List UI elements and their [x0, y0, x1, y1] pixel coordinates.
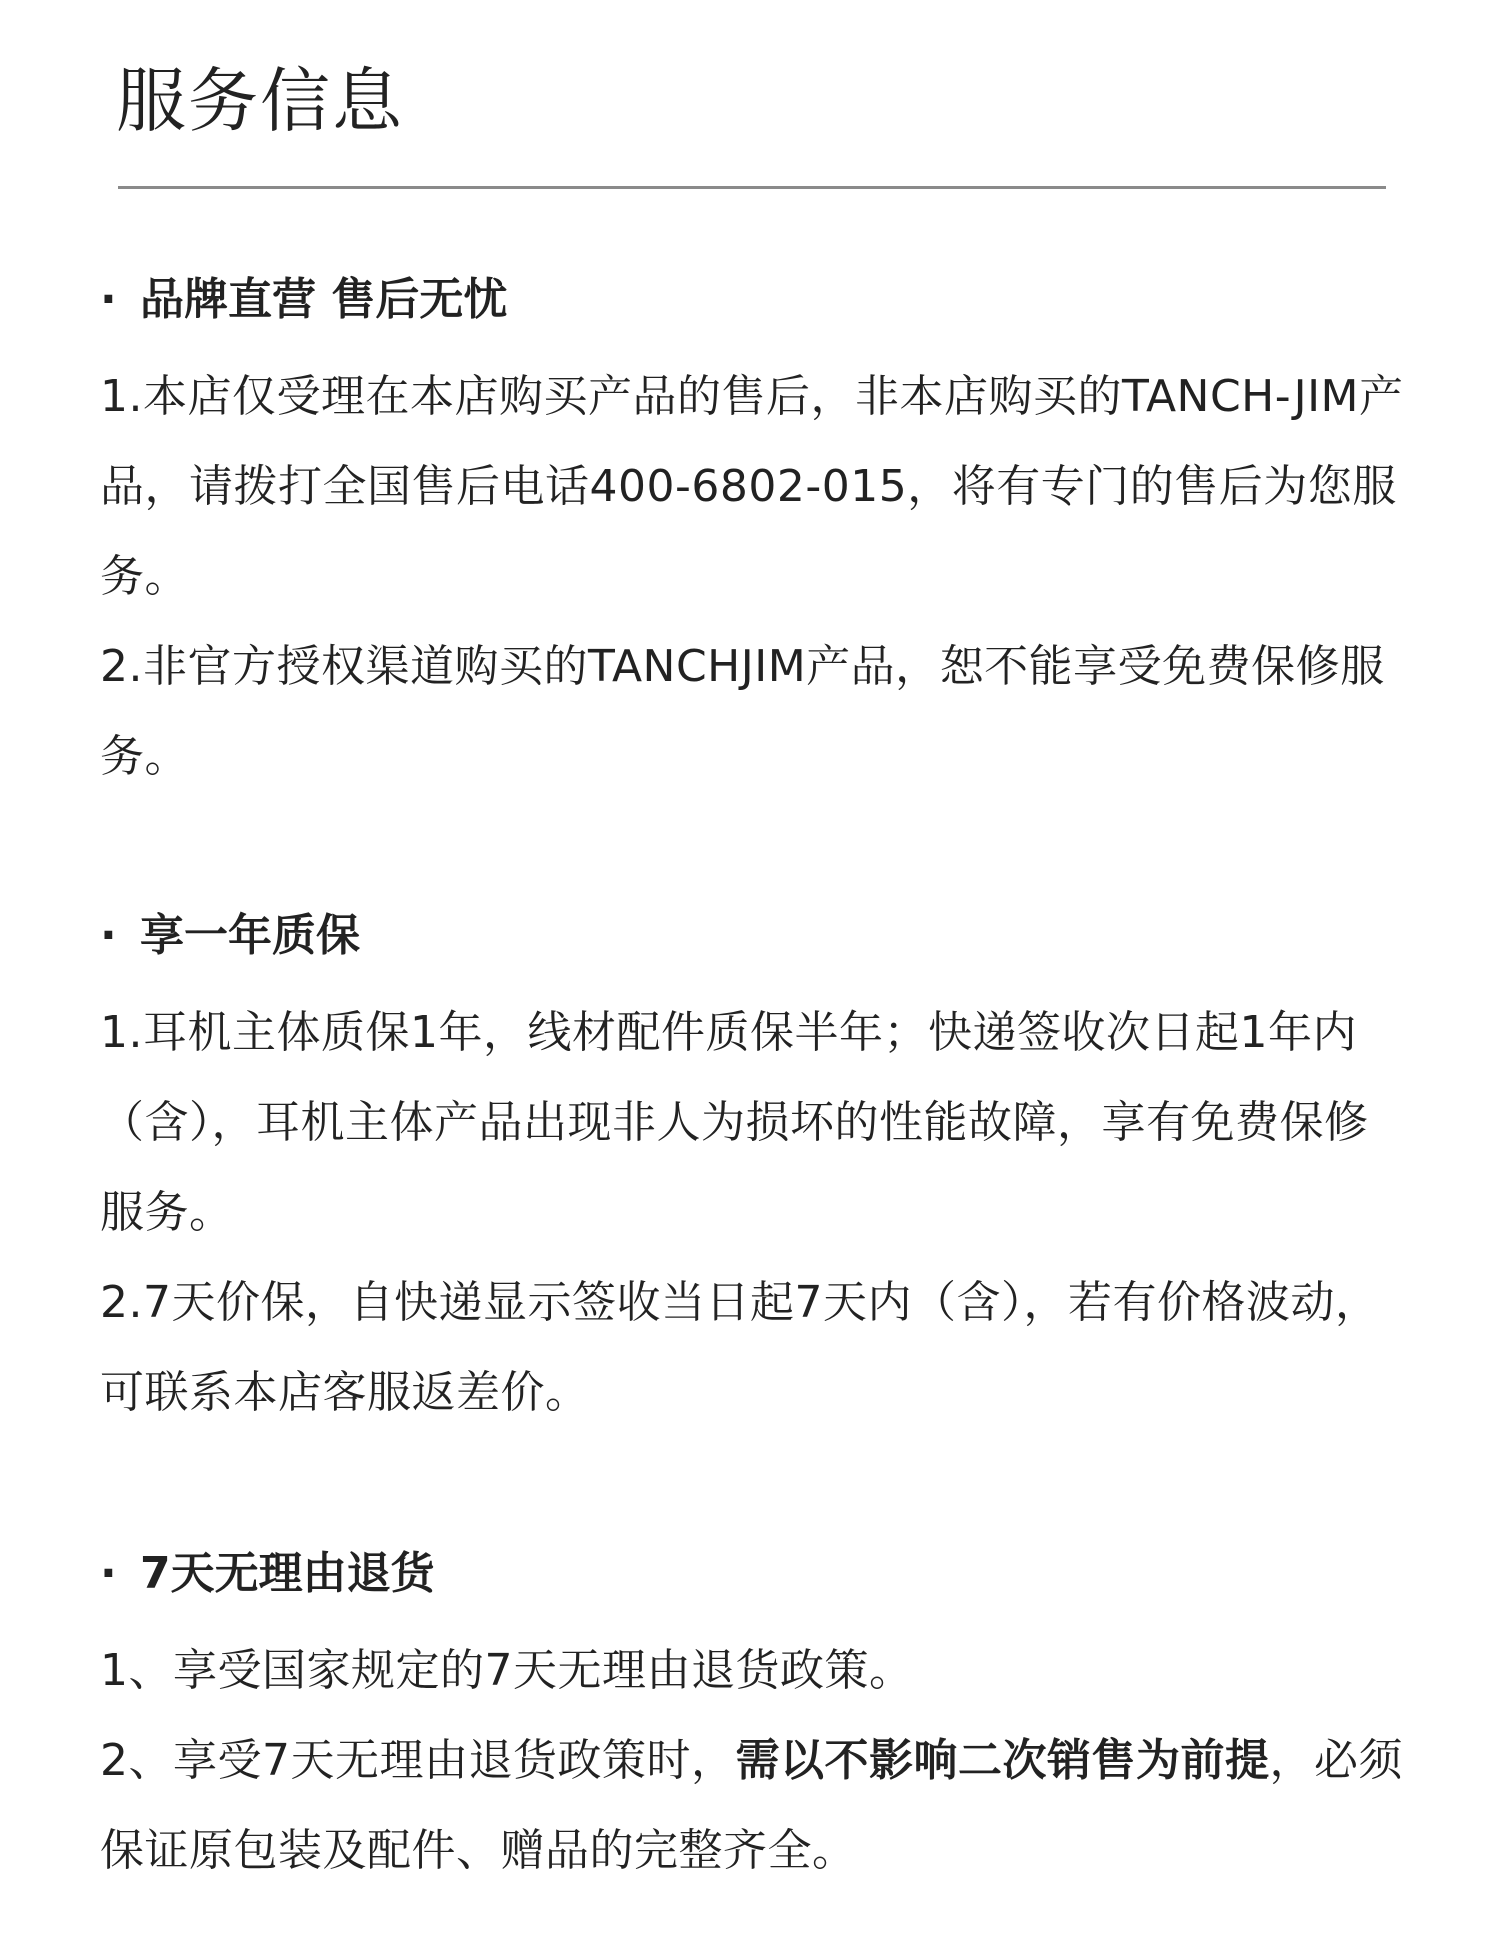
bullet: ·	[100, 910, 117, 961]
section-title: 享一年质保	[140, 910, 360, 961]
section-title: 7天无理由退货	[140, 1548, 435, 1599]
text-run: 2、享受7天无理由退货政策时，	[100, 1735, 736, 1786]
page-title: 服务信息	[116, 60, 404, 142]
emphasis-text: 需以不影响二次销售为前提	[735, 1735, 1270, 1786]
text-run: ，必须保证原包装及配件、赠品的完整齐全。	[100, 1735, 1403, 1876]
paragraph-brand-2: 2.非官方授权渠道购买的TANCHJIM产品，恕不能享受免费保修服务。	[100, 641, 1385, 782]
section-heading-brand	[100, 270, 507, 330]
paragraph-return-1: 1、享受国家规定的7天无理由退货政策。	[100, 1645, 914, 1696]
paragraph-warranty-1: 1.耳机主体质保1年，线材配件质保半年；快递签收次日起1年内（含），耳机主体产品出现非人为损坏的性能故障，享有免费保修服务。	[100, 1007, 1369, 1238]
section-heading-warranty	[100, 906, 360, 966]
bullet: ·	[100, 1548, 117, 1599]
section-title: 品牌直营 售后无忧	[140, 274, 508, 325]
section-heading-return	[100, 1544, 435, 1604]
paragraph-return-2	[100, 1716, 1410, 1896]
paragraph-warranty-2: 2.7天价保，自快递显示签收当日起7天内（含），若有价格波动，可联系本店客服返差价。	[100, 1277, 1380, 1418]
paragraph-brand-1: 1.本店仅受理在本店购买产品的售后，非本店购买的TANCH-JIM产品，请拨打全国售后电话400-6802-015，将有专门的售后为您服务。	[100, 371, 1404, 602]
title-divider	[118, 186, 1386, 189]
bullet: ·	[100, 274, 117, 325]
